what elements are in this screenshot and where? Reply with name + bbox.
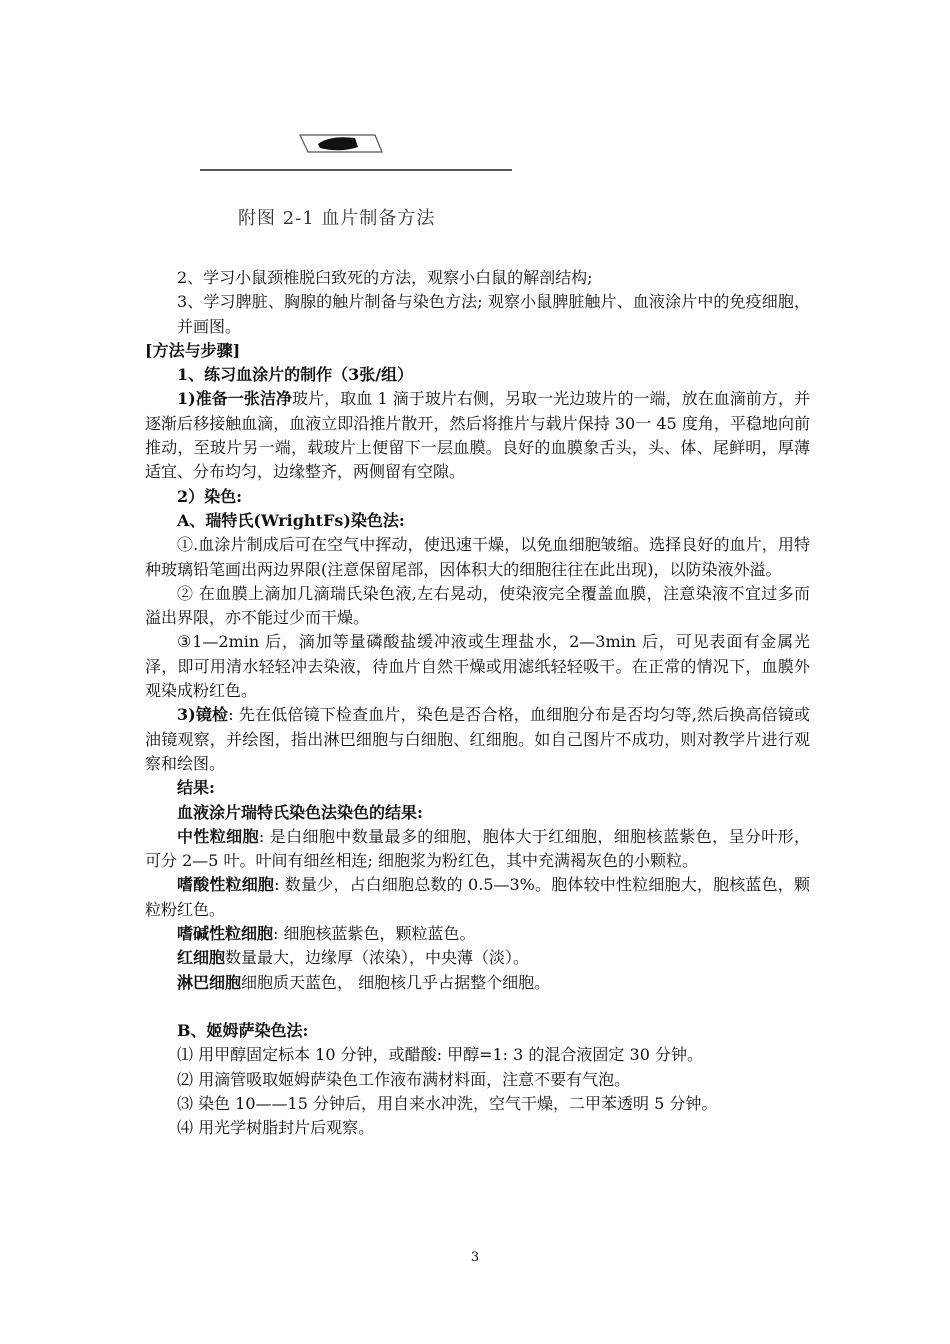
step1-title: 1、练习血涂片的制作（3张/组） xyxy=(177,365,414,385)
mirror-label: 3)镜检 xyxy=(177,705,229,725)
mirror-text: : 先在低倍镜下检查血片，染色是否合格，血细胞分布是否均匀等,然后换高倍镜或油镜观察，并绘图，指出淋巴细胞与白细胞、红细胞。如自己图片不成功，则对教学片进行观察和绘图。 xyxy=(145,705,810,773)
methods-heading: [方法与步骤] xyxy=(145,340,241,360)
stain-title: 2）染色: xyxy=(177,486,243,506)
giemsa-step-2: ⑵ 用滴管吸取姬姆萨染色工作液布满材料面，注意不要有气泡。 xyxy=(177,1069,631,1089)
objective-3: 3、学习脾脏、胸腺的触片制备与染色方法; 观察小鼠脾脏触片、血液涂片中的免疫细胞，并画图。 xyxy=(177,292,810,336)
basophil-label: 嗜碱性粒细胞 xyxy=(177,924,274,944)
wright-step-1: ①.血涂片制成后可在空气中挥动，使迅速干燥，以免血细胞皱缩。选择良好的血片，用特种玻璃铅笔画出两边界限(注意保留尾部，因体积大的细胞往往在此出现)，以防染液外溢。 xyxy=(145,535,810,579)
objective-2: 2、学习小鼠颈椎脱臼致死的方法，观察小白鼠的解剖结构; xyxy=(177,268,593,287)
eosinophil-paragraph xyxy=(145,873,810,922)
page-number: 3 xyxy=(470,1250,480,1265)
basophil-text: : 细胞核蓝紫色，颗粒蓝色。 xyxy=(273,924,476,944)
mirror-paragraph xyxy=(145,703,810,776)
prep-label: 1)准备一张洁净 xyxy=(177,389,293,409)
figure-caption: 附图 2-1 血片制备方法 xyxy=(238,208,436,229)
results-subtitle: 血液涂片瑞特氏染色法染色的结果: xyxy=(177,802,423,822)
basophil-paragraph xyxy=(145,922,810,946)
neutrophil-text: : 是白细胞中数量最多的细胞，胞体大于红细胞，细胞核蓝紫色，呈分叶形，可分 2—5 叶。叶间有细丝相连; 细胞浆为粉红色，其中充满褐灰色的小颗粒。 xyxy=(145,826,810,871)
lymph-text: 细胞质天蓝色， 细胞核几乎占据整个细胞。 xyxy=(241,972,551,992)
prep-text: 玻片，取血 1 滴于玻片右侧，另取一光边玻片的一端，放在血滴前方，并逐渐后移接触血滴，血液立即沿推片散开，然后将推片与载片保持 30一 45 度角，平稳地向前推动，至玻片另一端，载玻片上便留下一层血膜。良好的血膜象舌头，头、体、尾鲜明，厚薄适宜、分布均匀，边缘整齐，两侧留有空隙。 xyxy=(145,389,810,482)
results-title: 结果: xyxy=(177,778,215,798)
prep-paragraph xyxy=(145,387,810,484)
giemsa-step-1: ⑴ 用甲醇固定标本 10 分钟，或醋酸: 甲醇=1: 3 的混合液固定 30 分钟。 xyxy=(177,1045,703,1065)
wright-step-2: ② 在血膜上滴加几滴瑞氏染色液,左右晃动，使染液完全覆盖血膜，注意染液不宜过多而溢出界限，亦不能过少而干燥。 xyxy=(145,583,810,628)
neutrophil-paragraph xyxy=(145,825,810,874)
rbc-paragraph xyxy=(145,946,810,970)
giemsa-step-3: ⑶ 染色 10——15 分钟后，用自来水冲洗，空气干燥，二甲苯透明 5 分钟。 xyxy=(177,1093,718,1113)
rbc-label: 红细胞 xyxy=(177,948,226,968)
wright-step-3: ③1—2min 后，滴加等量磷酸盐缓冲液或生理盐水，2—3min 后，可见表面有金属光泽，即可用清水轻轻冲去染液，待血片自然干燥或用滤纸轻轻吸干。在正常的情况下，血膜外观染成粉红色。 xyxy=(145,632,810,701)
eosinophil-text: : 数量少，占白细胞总数的 0.5—3%。胞体较中性粒细胞大，胞核蓝色，颗粒粉红色。 xyxy=(145,875,810,919)
neutrophil-label: 中性粒细胞 xyxy=(177,826,259,846)
document-body xyxy=(145,266,810,1140)
lymph-paragraph xyxy=(145,971,810,995)
lymph-label: 淋巴细胞 xyxy=(177,972,242,992)
giemsa-title: B、姬姆萨染色法: xyxy=(177,1020,309,1040)
spacer xyxy=(145,995,810,1019)
wright-title: A、瑞特氏(WrightFs)染色法: xyxy=(177,510,405,530)
rbc-text: 数量最大，边缘厚（浓染），中央薄（淡）。 xyxy=(225,948,530,968)
giemsa-step-4: ⑷ 用光学树脂封片后观察。 xyxy=(177,1118,375,1138)
eosinophil-label: 嗜酸性粒细胞 xyxy=(177,875,275,895)
